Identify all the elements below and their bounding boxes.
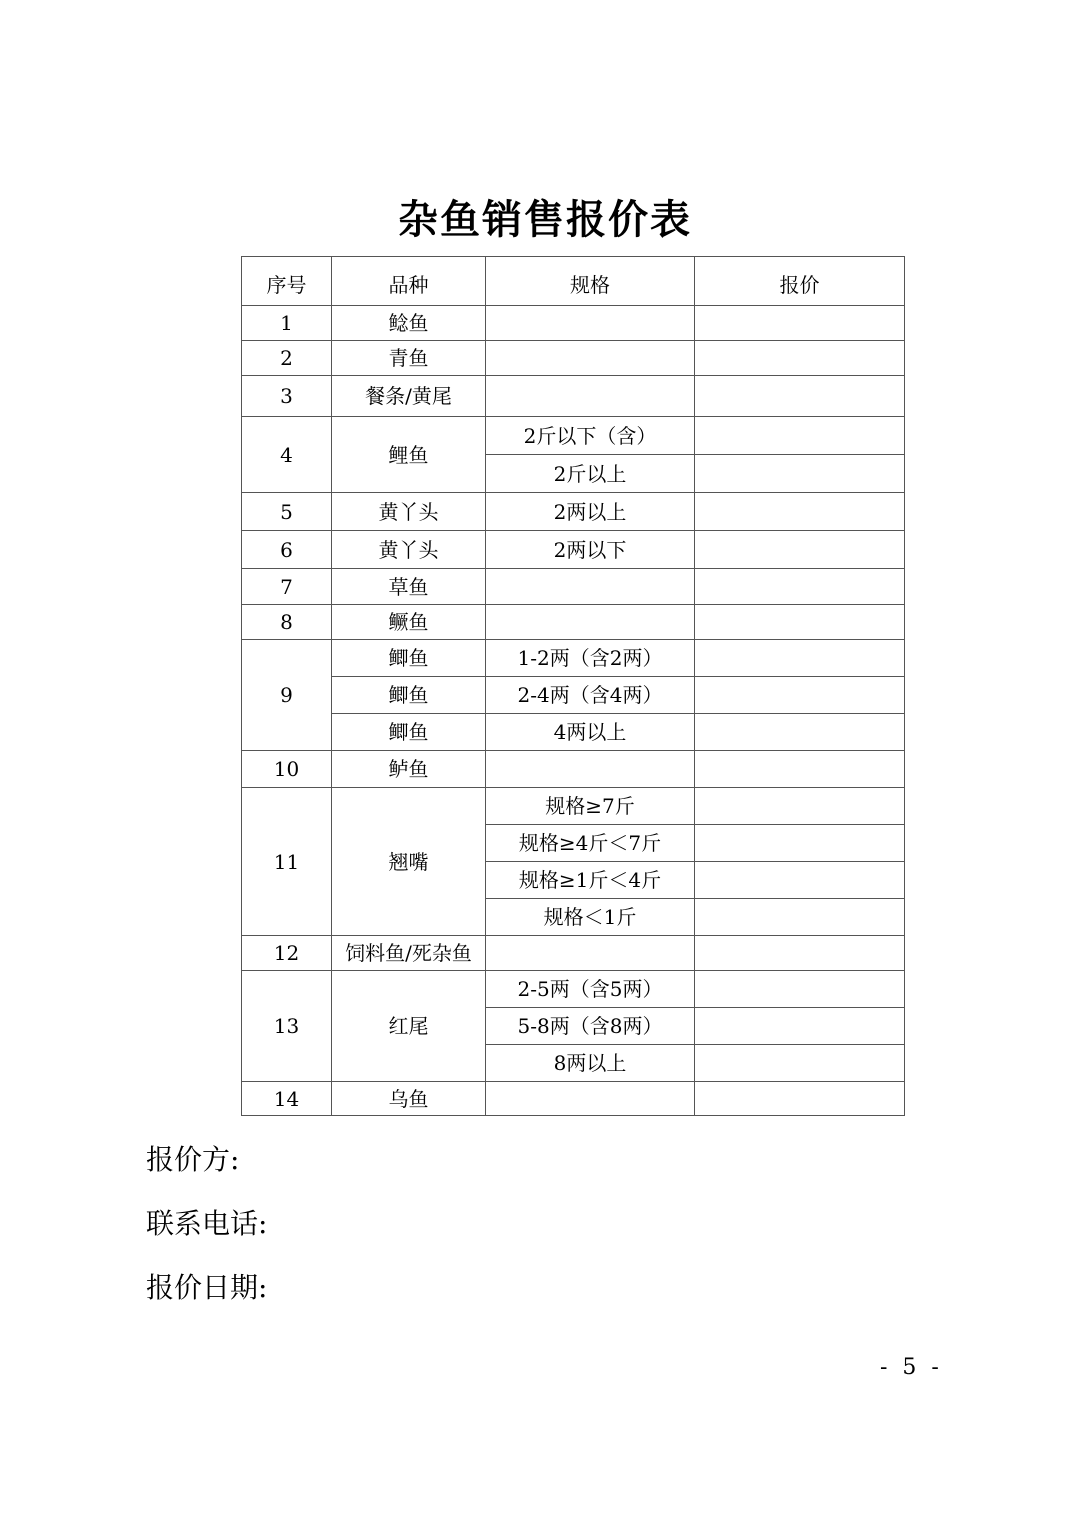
cell-spec	[486, 751, 695, 788]
cell-no: 2	[242, 341, 332, 376]
table-body	[242, 306, 905, 1116]
cell-variety: 鲶鱼	[332, 306, 486, 341]
cell-no: 10	[242, 751, 332, 788]
table-row	[242, 376, 905, 417]
cell-variety: 鲤鱼	[332, 417, 486, 493]
cell-variety: 鲈鱼	[332, 751, 486, 788]
cell-variety: 乌鱼	[332, 1082, 486, 1116]
cell-spec	[486, 341, 695, 376]
quoter-label: 报价方:	[146, 1143, 240, 1176]
table-row	[242, 936, 905, 971]
header-price: 报价	[695, 257, 905, 306]
cell-variety: 饲料鱼/死杂鱼	[332, 936, 486, 971]
cell-variety: 黄丫头	[332, 531, 486, 569]
cell-spec	[486, 605, 695, 640]
cell-variety: 黄丫头	[332, 493, 486, 531]
table-header-row	[242, 257, 905, 306]
cell-price[interactable]	[695, 751, 905, 788]
cell-price[interactable]	[695, 714, 905, 751]
cell-variety: 翘嘴	[332, 788, 486, 936]
cell-no: 7	[242, 569, 332, 605]
cell-price[interactable]	[695, 862, 905, 899]
cell-price[interactable]	[695, 825, 905, 862]
header-spec: 规格	[486, 257, 695, 306]
cell-no: 1	[242, 306, 332, 341]
cell-price[interactable]	[695, 376, 905, 417]
table-row	[242, 531, 905, 569]
table-row	[242, 640, 905, 677]
cell-variety: 餐条/黄尾	[332, 376, 486, 417]
cell-price[interactable]	[695, 677, 905, 714]
phone-label: 联系电话:	[146, 1207, 268, 1240]
cell-price[interactable]	[695, 1045, 905, 1082]
cell-spec: 规格≥7斤	[486, 788, 695, 825]
table-row	[242, 569, 905, 605]
cell-spec: 2-4两（含4两）	[486, 677, 695, 714]
cell-no: 9	[242, 640, 332, 751]
table-row	[242, 677, 905, 714]
cell-spec: 2斤以下（含）	[486, 417, 695, 455]
cell-spec: 1-2两（含2两）	[486, 640, 695, 677]
cell-price[interactable]	[695, 569, 905, 605]
cell-spec: 2两以上	[486, 493, 695, 531]
cell-spec: 规格≥4斤＜7斤	[486, 825, 695, 862]
cell-no: 5	[242, 493, 332, 531]
cell-no: 13	[242, 971, 332, 1082]
cell-price[interactable]	[695, 788, 905, 825]
cell-spec	[486, 936, 695, 971]
table-row	[242, 341, 905, 376]
table-row	[242, 605, 905, 640]
cell-variety: 鲫鱼	[332, 640, 486, 677]
cell-spec: 规格≥1斤＜4斤	[486, 862, 695, 899]
cell-price[interactable]	[695, 341, 905, 376]
table-row	[242, 417, 905, 455]
cell-spec	[486, 376, 695, 417]
page-title: 杂鱼销售报价表	[398, 196, 692, 243]
cell-spec: 4两以上	[486, 714, 695, 751]
table-row	[242, 751, 905, 788]
cell-price[interactable]	[695, 936, 905, 971]
cell-spec: 8两以上	[486, 1045, 695, 1082]
cell-variety: 鲫鱼	[332, 714, 486, 751]
cell-no: 11	[242, 788, 332, 936]
cell-no: 8	[242, 605, 332, 640]
cell-price[interactable]	[695, 1082, 905, 1116]
cell-spec: 5-8两（含8两）	[486, 1008, 695, 1045]
date-label: 报价日期:	[146, 1271, 268, 1304]
table-row	[242, 1082, 905, 1116]
cell-spec	[486, 1082, 695, 1116]
cell-price[interactable]	[695, 640, 905, 677]
table-row	[242, 714, 905, 751]
cell-no: 6	[242, 531, 332, 569]
cell-no: 12	[242, 936, 332, 971]
cell-variety: 草鱼	[332, 569, 486, 605]
cell-spec: 2斤以上	[486, 455, 695, 493]
cell-price[interactable]	[695, 417, 905, 455]
cell-variety: 青鱼	[332, 341, 486, 376]
cell-price[interactable]	[695, 531, 905, 569]
cell-spec: 2-5两（含5两）	[486, 971, 695, 1008]
cell-spec	[486, 306, 695, 341]
cell-variety: 鳜鱼	[332, 605, 486, 640]
cell-price[interactable]	[695, 493, 905, 531]
cell-price[interactable]	[695, 455, 905, 493]
cell-no: 3	[242, 376, 332, 417]
cell-spec: 规格＜1斤	[486, 899, 695, 936]
table-row	[242, 306, 905, 341]
cell-price[interactable]	[695, 899, 905, 936]
cell-spec: 2两以下	[486, 531, 695, 569]
cell-price[interactable]	[695, 971, 905, 1008]
cell-price[interactable]	[695, 605, 905, 640]
table-row	[242, 971, 905, 1008]
cell-variety: 鲫鱼	[332, 677, 486, 714]
cell-no: 14	[242, 1082, 332, 1116]
cell-variety: 红尾	[332, 971, 486, 1082]
cell-price[interactable]	[695, 306, 905, 341]
header-variety: 品种	[332, 257, 486, 306]
table-row	[242, 493, 905, 531]
cell-spec	[486, 569, 695, 605]
table-row	[242, 788, 905, 825]
cell-no: 4	[242, 417, 332, 493]
page-number: - 5 -	[880, 1355, 943, 1380]
price-table	[241, 256, 905, 1116]
header-no: 序号	[242, 257, 332, 306]
cell-price[interactable]	[695, 1008, 905, 1045]
